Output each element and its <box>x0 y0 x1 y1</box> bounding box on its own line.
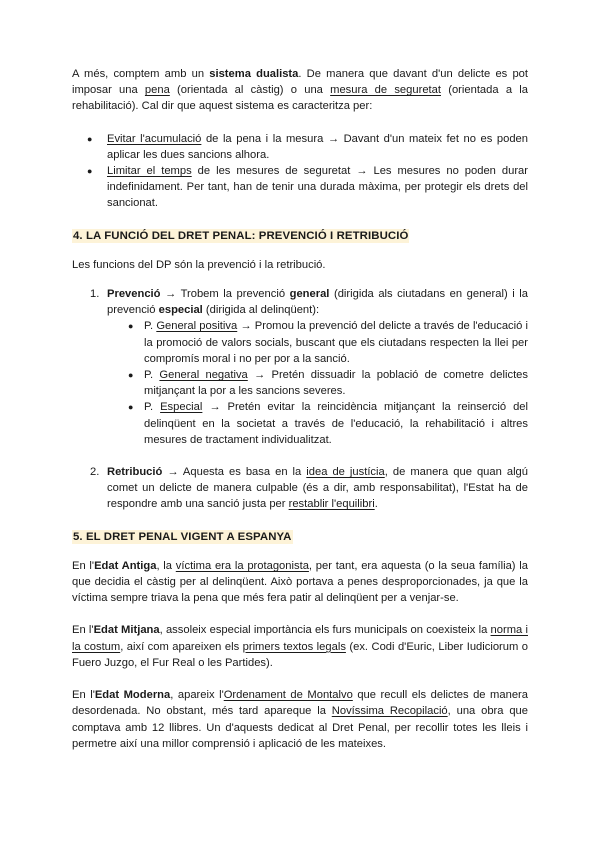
text-run: En l' <box>72 689 95 702</box>
underlined-term: Especial <box>160 401 203 414</box>
document-page <box>72 66 528 752</box>
section-heading-5 <box>72 529 528 545</box>
underlined-term: Ordenament de Montalvo <box>223 689 353 702</box>
text-run: (orientada al càstig) o una <box>169 84 331 97</box>
underlined-term: General negativa <box>159 369 248 382</box>
bold-term: Edat Mitjana <box>93 624 160 637</box>
text-run: de les mesures de seguretat → Les mesures no poden durar indefinidament. Per tant, han de tenir una durada màxima, per protegir els drets del sancionat. <box>107 165 528 210</box>
text-run: . <box>374 498 378 511</box>
text-run: de la pena i la mesura → Davant d'un mateix fet no es poden aplicar les dues sancions alhora. <box>107 132 528 161</box>
heading-text: 5. EL DRET PENAL VIGENT A ESPANYA <box>73 530 292 543</box>
bold-term: Edat Moderna <box>94 689 171 702</box>
list-item-retribucio <box>72 464 528 513</box>
text-run: que recull els delictes de manera desordenada. No obstant, més tard apareque la <box>72 689 528 718</box>
underlined-term: restablir l'equilibri <box>288 498 375 511</box>
sub-bullet-list <box>107 318 528 448</box>
bold-term: especial <box>158 304 203 317</box>
sub-list-item <box>107 367 528 399</box>
text-run: P. <box>144 320 157 333</box>
text-run: , per tant, era aquesta (o la seua família) la que decidia el càstig per al delinqüent. Això portava a penes desproporcionades, ja que la víctima sempre triava la pena que més fera patir al delinqüent per a venjar-se. <box>72 559 528 605</box>
underlined-term: mesura de seguretat <box>330 84 441 97</box>
bold-term: Retribució <box>107 466 163 479</box>
underlined-term: General positiva <box>156 320 238 333</box>
underlined-term: pena <box>144 84 170 97</box>
text-run: , la <box>156 559 176 572</box>
text-run: , assoleix especial importància els furs municipals on coexisteix la <box>159 624 491 637</box>
list-item <box>72 163 528 212</box>
sub-list-item <box>107 318 528 367</box>
list-number: 2. <box>90 466 100 479</box>
text-run: P. <box>144 401 161 414</box>
bullet-list <box>72 131 528 212</box>
text-run: , així com apareixen els <box>120 640 243 653</box>
text-run: → Pretén evitar la reincidència mitjançant la reinserció del delinqüent en la societat a través de l'educació, la rehabilitació i altres mesures de tractament individualitzat. <box>144 401 528 446</box>
text-run: , de manera que quan algú comet un delicte de manera culpable (és a dir, amb responsabilitat), l'Estat ha de respondre amb una sanció justa per <box>107 466 528 511</box>
bold-term: Edat Antiga <box>94 559 157 572</box>
underlined-term: Limitar el temps <box>107 165 192 178</box>
text-run: → Aquesta es basa en la <box>162 466 307 479</box>
underlined-term: idea de justícia <box>306 466 385 479</box>
text-run: → Trobem la prevenció <box>160 288 290 301</box>
text-run: (dirigida als ciutadans en general) i la prevenció <box>107 288 528 317</box>
text-run: (dirigida al delinqüent): <box>202 304 320 317</box>
bold-term: general <box>289 288 330 301</box>
list-item-prevencio <box>72 286 528 448</box>
text-run: En l' <box>72 624 94 637</box>
text-run: , una obra que comptava amb 12 llibres. Un d'aquests dedicat al Dret Penal, per recollir totes les lleis i permetre així una millor comprensió i aplicació de les mateixes. <box>72 705 528 750</box>
intro-paragraph <box>72 66 528 115</box>
text-run: En l' <box>72 559 95 572</box>
sub-list-item <box>107 399 528 448</box>
heading-text: 4. LA FUNCIÓ DEL DRET PENAL: PREVENCIÓ I RETRIBUCIÓ <box>73 229 409 242</box>
text-run: P. <box>144 369 160 382</box>
text-run: (ex. Codi d'Euric, Liber Iudiciorum o Fuero Juzgo, el Fur Real o les Partides). <box>72 640 528 669</box>
list-number: 1. <box>90 288 100 301</box>
section4-intro: Les funcions del DP són la prevenció i la retribució. <box>72 258 326 271</box>
underlined-term: primers textos legals <box>242 640 346 653</box>
paragraph-edat-antiga <box>72 558 528 607</box>
bold-term: sistema dualista <box>209 68 299 80</box>
underlined-term: Novíssima Recopilació <box>331 705 448 718</box>
list-item <box>72 131 528 163</box>
text-run: (orientada a la rehabilitació). Cal dir que aquest sistema es caracteritza per: <box>72 84 528 113</box>
bold-term: Prevenció <box>107 288 161 301</box>
underlined-term: Evitar l'acumulació <box>107 132 202 145</box>
text-run: → Pretén dissuadir la població de cometre delictes mitjançant la por a les sancions severes. <box>144 369 528 398</box>
paragraph-edat-mitjana <box>72 622 528 671</box>
text-run: → Promou la prevenció del delicte a través de l'educació i la promoció de valors socials, buscant que els ciutadans respecten la llei per compromís moral i no per por a la sanció. <box>144 320 529 365</box>
underlined-term: norma i la costum <box>72 624 528 653</box>
text-run: . De manera que davant d'un delicte es pot imposar una <box>72 68 528 97</box>
numbered-list <box>72 286 528 513</box>
text-run: A més, comptem amb un <box>72 68 210 80</box>
section-heading-4 <box>72 228 528 244</box>
underlined-term: víctima era la protagonista <box>175 559 309 572</box>
text-run: , apareix l' <box>170 689 224 702</box>
paragraph-edat-moderna <box>72 687 528 752</box>
